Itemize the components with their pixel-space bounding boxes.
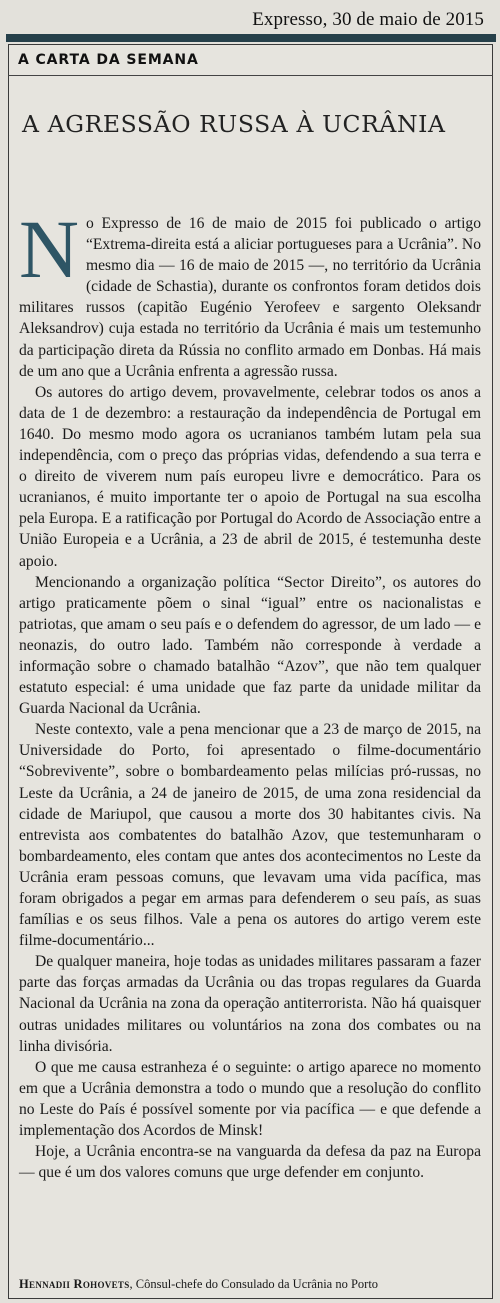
article-headline: A AGRESSÃO RUSSA À UCRÂNIA — [22, 110, 446, 138]
paragraph-2: Os autores do artigo devem, provavelmente, celebrar todos os anos a data de 1 de dezembro: a restauração da independência de Portugal em 1640. Do mesmo modo agora os ucranianos também lutam pela sua independência, com o preço das próprias vidas, defendendo a sua terra e o direito de viverem num país europeu livre e democrático. Para os ucranianos, é muito importante ter o apoio de Portugal na sua escolha pela Europa. E a ratificação por Portugal do Acordo de Associação entre a União Europeia e a Ucrânia, a 23 de abril de 2015, é testemunha deste apoio. — [19, 383, 481, 570]
drop-cap: N — [19, 203, 79, 295]
paragraph-1 — [19, 203, 481, 382]
article-body — [19, 203, 481, 1183]
author-signature — [19, 1277, 378, 1292]
paragraph-6: O que me causa estranheza é o seguinte: o artigo aparece no momento em que a Ucrânia demonstra a todo o mundo que a resolução do conflito no Leste do País é possível somente por via pacífica — e que defende a implementação dos Acordos de Minsk! — [19, 1058, 481, 1140]
author-name: Hennadii Rohovets — [19, 1277, 130, 1291]
paragraph-4: Neste contexto, vale a pena mencionar que a 23 de março de 2015, na Universidade do Porto, foi apresentado o filme-documentário “Sobrevivente”, sobre o bombardeamento pelas milícias pró-russas, no Leste da Ucrânia, a 24 de janeiro de 2015, de uma zona residencial da cidade de Mariupol, que causou a morte dos 30 habitantes civis. Na entrevista aos combatentes do batalhão Azov, que testemunharam o bombardeamento, eles contam que antes dos acontecimentos no Leste da Ucrânia eram pessoas comuns, que levavam uma vida pacífica, mas foram obrigados a pegar em armas para defenderem o seu país, as suas famílias e os seus filhos. Vale a pena os autores do artigo verem este filme-documentário... — [19, 721, 481, 950]
header-rule — [6, 34, 496, 42]
publication-dateline: Expresso, 30 de maio de 2015 — [252, 9, 484, 30]
paragraph-5: De qualquer maneira, hoje todas as unidades militares passaram a fazer parte das forças armadas da Ucrânia ou das tropas regulares da Guarda Nacional da Ucrânia na zona da operação antiterrorista. Não há quaisquer outras unidades militares ou voluntários na zona dos combates ou na linha divisória. — [19, 953, 481, 1055]
author-role: , Cônsul-chefe do Consulado da Ucrânia no Porto — [129, 1277, 379, 1291]
section-label: A CARTA DA SEMANA — [18, 52, 199, 68]
section-divider — [8, 75, 493, 76]
paragraph-7: Hoje, a Ucrânia encontra-se na vanguarda da defesa da paz na Europa — que é um dos valores comuns que urge defender em conjunto. — [19, 1143, 481, 1182]
paragraph-1-text: o Expresso de 16 de maio de 2015 foi publicado o artigo “Extrema-direita está a aliciar portugueses para a Ucrânia”. No mesmo dia — 16 de maio de 2015 —, no território da Ucrânia (cidade de Schastia), durante os confrontos foram detidos dois militares russos (capitão Eugénio Yerofeev e sargento Oleksandr Aleksandrov) cuja estada no território da Ucrânia é mais um testemunho da participação direta da Rússia no conflito armado em Donbas. Há mais de um ano que a Ucrânia enfrenta a agressão russa. — [19, 215, 481, 380]
paragraph-3: Mencionando a organização política “Sector Direito”, os autores do artigo praticamente põem o sinal “igual” entre os nacionalistas e patriotas, que amam o seu país e o defendem do agressor, de um lado — e neonazis, do outro lado. Também não corresponde à verdade a informação sobre o chamado batalhão “Azov”, que não tem qualquer estatuto especial: é uma unidade que faz parte da unidade militar da Guarda Nacional da Ucrânia. — [19, 573, 481, 718]
